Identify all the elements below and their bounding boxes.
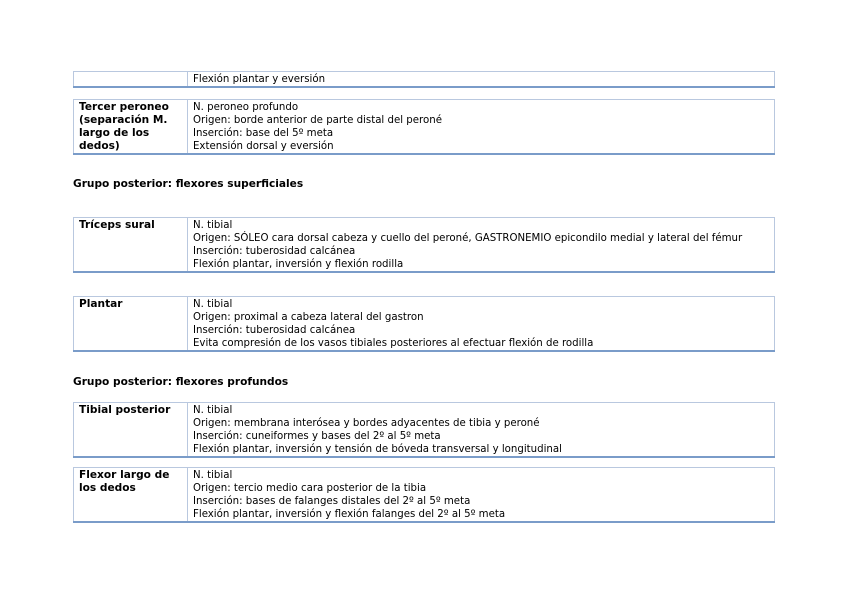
table-row	[74, 72, 775, 88]
muscle-name	[74, 468, 188, 523]
description-line: Extensión dorsal y eversión	[193, 141, 334, 152]
description-line: Origen: borde anterior de parte distal del peroné	[193, 115, 442, 126]
section-heading-superficiales: Grupo posterior: flexores superficiales	[73, 178, 304, 190]
muscle-table-flexor-largo	[73, 467, 775, 523]
muscle-description	[188, 403, 775, 458]
description-line: Origen: tercio medio cara posterior de la tibia	[193, 483, 427, 494]
muscle-table-plantar	[73, 296, 775, 352]
description-line: Origen: membrana interósea y bordes adyacentes de tibia y peroné	[193, 418, 540, 429]
table-row	[74, 297, 775, 352]
muscle-table-triceps-sural	[73, 217, 775, 273]
description-line: Flexión plantar, inversión y flexión falanges del 2º al 5º meta	[193, 509, 506, 520]
description-line: Evita compresión de los vasos tibiales posteriores al efectuar flexión de rodilla	[193, 338, 594, 349]
muscle-name-line: dedos)	[79, 140, 120, 152]
muscle-table-tibial-posterior	[73, 402, 775, 458]
description-line: Inserción: bases de falanges distales del 2º al 5º meta	[193, 496, 471, 507]
muscle-description	[188, 218, 775, 273]
muscle-name-line: Flexor largo de	[79, 469, 170, 481]
description-line: Flexión plantar, inversión y flexión rodilla	[193, 259, 404, 270]
muscle-description	[188, 468, 775, 523]
muscle-description	[188, 297, 775, 352]
table-row	[74, 100, 775, 155]
muscle-description	[188, 100, 775, 155]
description-line: Origen: SÓLEO cara dorsal cabeza y cuello del peroné, GASTRONEMIO epicondilo medial y lateral del fémur	[193, 233, 743, 244]
muscle-name: Tibial posterior	[74, 403, 188, 458]
description-line: Inserción: base del 5º meta	[193, 128, 334, 139]
section-heading-profundos: Grupo posterior: flexores profundos	[73, 376, 289, 388]
table-row	[74, 403, 775, 458]
table-row	[74, 468, 775, 523]
muscle-name	[74, 100, 188, 155]
description-line: N. tibial	[193, 299, 233, 310]
table-row	[74, 218, 775, 273]
muscle-table-top	[73, 71, 775, 88]
muscle-name: Tríceps sural	[74, 218, 188, 273]
description-line: N. tibial	[193, 470, 233, 481]
muscle-name-line: (separación M.	[79, 114, 168, 126]
muscle-name-line: Tercer peroneo	[79, 101, 169, 113]
description-line: Origen: proximal a cabeza lateral del gastron	[193, 312, 424, 323]
description-line: Flexión plantar, inversión y tensión de bóveda transversal y longitudinal	[193, 444, 562, 455]
description-line: Inserción: cuneiformes y bases del 2º al 5º meta	[193, 431, 441, 442]
description-line: Inserción: tuberosidad calcánea	[193, 325, 356, 336]
description-line: Inserción: tuberosidad calcánea	[193, 246, 356, 257]
muscle-description	[188, 72, 775, 88]
description-line: N. peroneo profundo	[193, 102, 299, 113]
description-line: N. tibial	[193, 220, 233, 231]
muscle-name-line: largo de los	[79, 127, 150, 139]
muscle-table-tercer-peroneo	[73, 99, 775, 155]
description-line: N. tibial	[193, 405, 233, 416]
muscle-name	[74, 72, 188, 88]
muscle-name: Plantar	[74, 297, 188, 352]
muscle-name-line: los dedos	[79, 482, 136, 494]
description-line: Flexión plantar y eversión	[193, 74, 326, 85]
